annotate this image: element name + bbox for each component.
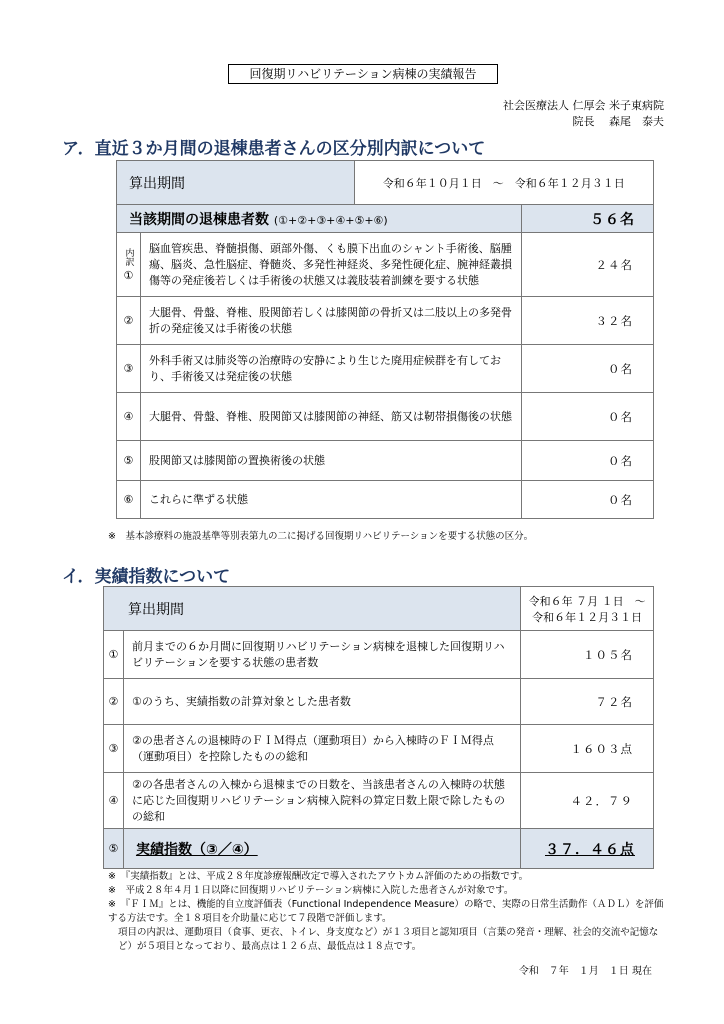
row-a1-desc: 脳血管疾患、脊髄損傷、頭部外傷、くも膜下出血のシャント手術後、脳腫瘍、脳炎、急性脳症、脊髄炎、多発性神経炎、多発性硬化症、腕神経叢損傷等の発症後若しくは手術後の状態又は義肢装着訓練を要する状態 xyxy=(140,233,521,297)
row-b2-desc: ①のうち、実績指数の計算対象とした患者数 xyxy=(123,679,520,725)
organization-block xyxy=(503,98,664,130)
row-a6-value: ０名 xyxy=(522,481,654,519)
row-a2-num: ② xyxy=(117,297,141,345)
total-discharged-formula: (①+②+③+④+⑤+⑥) xyxy=(273,213,388,227)
performance-index-label xyxy=(123,829,520,869)
period-value-b: 令和６年 ７月 １日 ～ 令和６年１２月３１日 xyxy=(521,587,654,631)
section-a-heading: ア．直近３か月間の退棟患者さんの区分別内訳について xyxy=(62,139,486,159)
period-label-b: 算出期間 xyxy=(104,587,521,631)
section-b-table xyxy=(103,586,657,869)
performance-index-text: 実績指数（③／④） xyxy=(135,841,258,858)
report-title: 回復期リハビリテーション病棟の実績報告 xyxy=(228,64,498,84)
performance-index-value xyxy=(521,829,654,869)
breakdown-tag: 内訳 xyxy=(123,247,134,266)
row-a6-desc: これらに準ずる状態 xyxy=(140,481,521,519)
row-a2-value: ３２名 xyxy=(522,297,654,345)
row-b4-num: ④ xyxy=(104,773,124,829)
note-b4: 項目の内訳は、運動項目（食事、更衣、トイレ、身支度など）が１３項目と認知項目（言葉の発音・理解、社会的交流や記憶など）が５項目となっており、最高点は１２６点、最低点は１８点です。 xyxy=(118,927,659,952)
note-b1: ※ 『実績指数』とは、平成２８年度診療報酬改定で導入されたアウトカム評価のための指数です。 xyxy=(108,871,529,882)
row-a5-value: ０名 xyxy=(522,441,654,481)
row-a5-num: ⑤ xyxy=(117,441,141,481)
row-b1-value: １０５名 xyxy=(521,631,654,679)
report-date: 令和 ７年 １月 １日 現在 xyxy=(518,966,652,977)
row-b1-desc: 前月までの６か月間に回復期リハビリテーション病棟を退棟した回復期リハビリテーションを要する状態の患者数 xyxy=(123,631,520,679)
note-b3: ※ 『ＦＩＭ』とは、機能的自立度評価表（Functional Independence Measure）の略で、実際の日常生活動作（ＡＤＬ）を評価する方法です。全１８項目を介助量に応じて７段階で評価します。 xyxy=(108,899,664,924)
section-b-heading: イ．実績指数について xyxy=(62,567,231,587)
row-a1-num xyxy=(117,233,141,297)
row-a3-num: ③ xyxy=(117,345,141,393)
row-a4-value: ０名 xyxy=(522,393,654,441)
period-value-a: 令和６年１０月１日 ～ 令和６年１２月３１日 xyxy=(354,161,653,205)
row-b3-desc: ②の患者さんの退棟時のＦＩＭ得点（運動項目）から入棟時のＦＩＭ得点（運動項目）を控除したものの総和 xyxy=(123,725,520,773)
period-label-a: 算出期間 xyxy=(117,161,355,205)
row-a3-desc: 外科手術又は肺炎等の治療時の安静により生じた廃用症候群を有しており、手術後又は発症後の状態 xyxy=(140,345,521,393)
total-discharged-value: ５６名 xyxy=(522,205,654,233)
row-a4-desc: 大腿骨、骨盤、脊椎、股関節又は膝関節の神経、筋又は靭帯損傷後の状態 xyxy=(140,393,521,441)
total-discharged-label xyxy=(117,205,522,233)
section-a-table xyxy=(116,160,654,519)
row-b3-value: １６０３点 xyxy=(521,725,654,773)
row-a5-desc: 股関節又は膝関節の置換術後の状態 xyxy=(140,441,521,481)
row-b2-value: ７２名 xyxy=(521,679,654,725)
row-a1-num-text: ① xyxy=(123,268,134,282)
total-discharged-text: 当該期間の退棟患者数 xyxy=(129,211,269,228)
director-name: 院長 森尾 泰夫 xyxy=(572,115,664,128)
section-b-notes xyxy=(108,870,664,954)
row-a6-num: ⑥ xyxy=(117,481,141,519)
row-b4-desc: ②の各患者さんの入棟から退棟までの日数を、当該患者さんの入棟時の状態に応じた回復期リハビリテーション病棟入院料の算定日数上限で除したものの総和 xyxy=(123,773,520,829)
row-b2-num: ② xyxy=(104,679,124,725)
row-a1-value: ２４名 xyxy=(522,233,654,297)
organization-name: 社会医療法人 仁厚会 米子東病院 xyxy=(503,99,664,112)
row-a4-num: ④ xyxy=(117,393,141,441)
row-b4-value: ４２．７９ xyxy=(521,773,654,829)
row-a3-value: ０名 xyxy=(522,345,654,393)
row-b1-num: ① xyxy=(104,631,124,679)
performance-index-number: ３７．４６点 xyxy=(545,841,635,858)
row-a2-desc: 大腿骨、骨盤、脊椎、股関節若しくは膝関節の骨折又は二肢以上の多発骨折の発症後又は手術後の状態 xyxy=(140,297,521,345)
row-b3-num: ③ xyxy=(104,725,124,773)
section-a-note: ※ 基本診療料の施設基準等別表第九の二に掲げる回復期リハビリテーションを要する状態の区分。 xyxy=(108,531,534,542)
row-b5-num: ⑤ xyxy=(104,829,124,869)
note-b2: ※ 平成２８年４月１日以降に回復期リハビリテーション病棟に入院した患者さんが対象です。 xyxy=(108,885,514,896)
